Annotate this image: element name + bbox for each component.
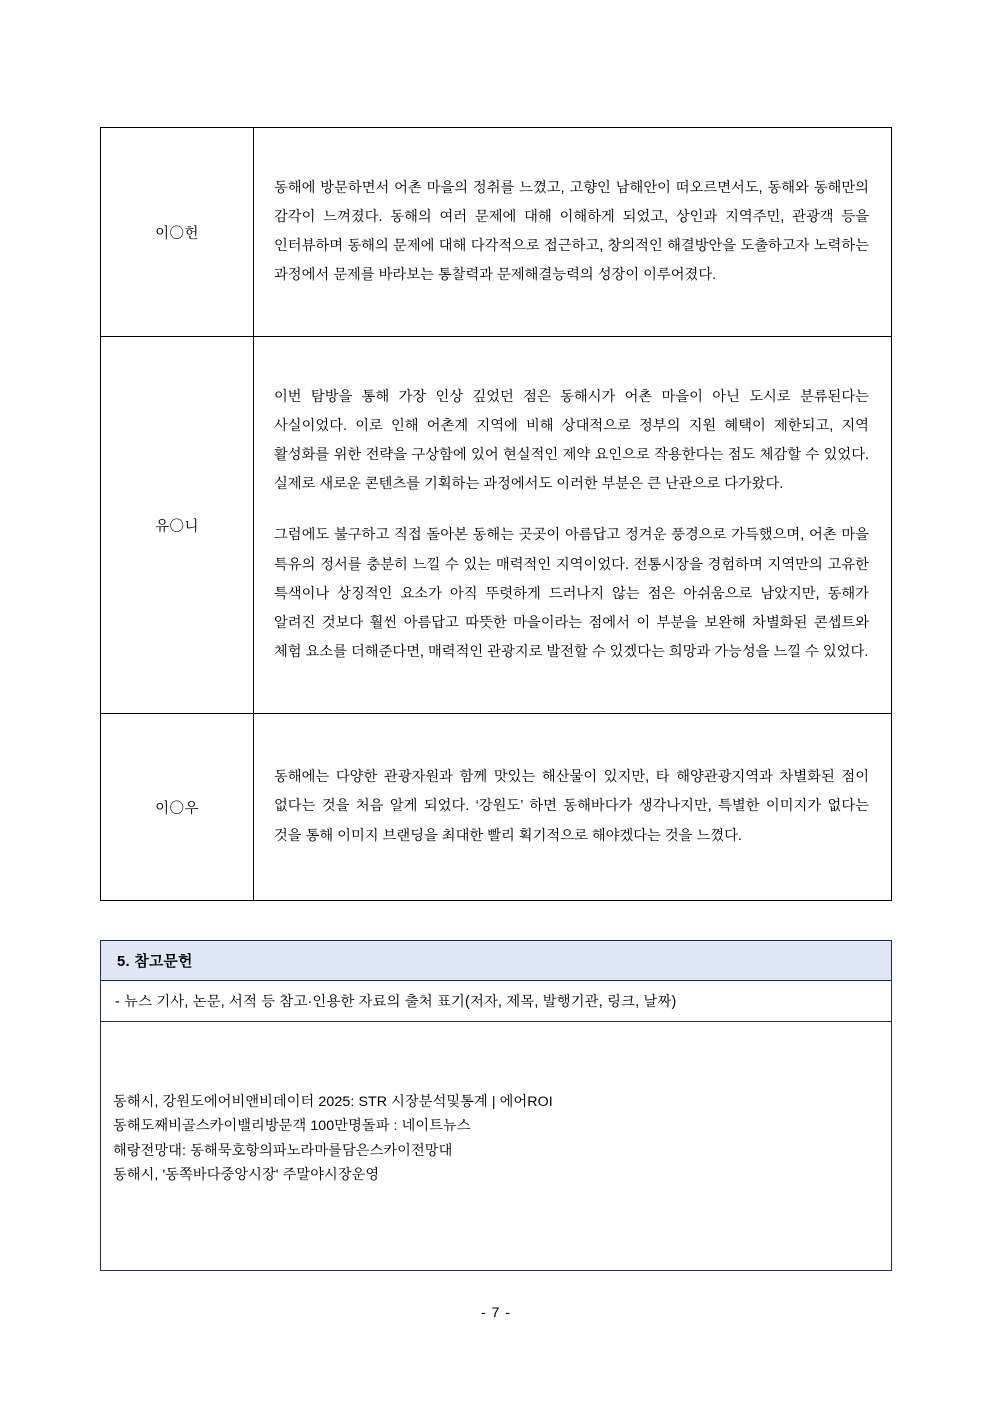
references-list	[101, 1022, 891, 1270]
references-section	[100, 940, 892, 1271]
reference-entry: 동해시, 강원도에어비앤비데이터 2025: STR 시장분석및통계 | 에어ROI	[113, 1094, 553, 1110]
reflection-paragraph: 그럼에도 불구하고 직접 돌아본 동해는 곳곳이 아름답고 정겨운 풍경으로 가득했으며, 어촌 마을 특유의 정서를 충분히 느낄 수 있는 매력적인 지역이었다. 전통시장을 경험하며 지역만의 고유한 특색이나 상징적인 요소가 아직 뚜렷하게 드러나지 않는 점은 아쉬움으로 남았지만, 동해가 알려진 것보다 훨씬 아름답고 따뜻한 마을이라는 점에서 이 부분을 보완해 차별화된 콘셉트와 체험 요소를 더해준다면, 매력적인 관광지로 발전할 수 있겠다는 희망과 가능성을 느낄 수 있었다.	[274, 527, 869, 660]
participant-name: 이〇헌	[101, 128, 254, 337]
participant-name: 이〇우	[101, 714, 254, 901]
reflection-text-cell	[254, 714, 892, 901]
reflection-text-cell	[254, 337, 892, 714]
section-heading: 5. 참고문헌	[101, 941, 891, 981]
reflection-paragraph: 동해에 방문하면서 어촌 마을의 정취를 느꼈고, 고향인 남해안이 떠오르면서도, 동해와 동해만의 감각이 느껴졌다. 동해의 여러 문제에 대해 이해하게 되었고, 상인과 지역주민, 관광객 등을 인터뷰하며 동해의 문제에 대해 다각적으로 접근하고, 창의적인 해결방안을 도출하고자 노력하는 과정에서 문제를 바라보는 통찰력과 문제해결능력의 성장이 이루어졌다.	[274, 179, 869, 284]
reflection-paragraph: 이번 탐방을 통해 가장 인상 깊었던 점은 동해시가 어촌 마을이 아닌 도시로 분류된다는 사실이었다. 이로 인해 어촌계 지역에 비해 상대적으로 정부의 지원 혜택이 제한되고, 지역 활성화를 위한 전략을 구상함에 있어 현실적인 제약 요인으로 작용한다는 점도 체감할 수 있었다. 실제로 새로운 콘텐츠를 기획하는 과정에서도 이러한 부분은 큰 난관으로 다가왔다.	[274, 389, 869, 493]
table-body	[101, 128, 892, 901]
table-row	[101, 714, 892, 901]
table-row	[101, 337, 892, 714]
reflection-paragraph: 동해에는 다양한 관광자원과 함께 맛있는 해산물이 있지만, 타 해양관광지역과 차별화된 점이 없다는 것을 처음 알게 되었다. ‘강원도’ 하면 동해바다가 생각나지만, 특별한 이미지가 없다는 것을 통해 이미지 브랜딩을 최대한 빨리 획기적으로 해야겠다는 것을 느꼈다.	[274, 769, 869, 844]
reference-entry: 동해시, '동쪽바다중앙시장' 주말야시장운영	[113, 1167, 380, 1184]
reference-entry: 해랑전망대: 동해묵호항의파노라마를담은스카이전망대	[113, 1142, 453, 1159]
reflection-table	[100, 127, 892, 901]
participant-name: 유〇니	[101, 337, 254, 714]
section-instruction: - 뉴스 기사, 논문, 서적 등 참고·인용한 자료의 출처 표기(저자, 제목, 발행기관, 링크, 날짜)	[101, 981, 891, 1022]
reflection-text-cell	[254, 128, 892, 337]
table-row	[101, 128, 892, 337]
reference-entry: 동해도째비골스카이밸리방문객 100만명돌파 : 네이트뉴스	[113, 1118, 471, 1135]
page-number: - 7 -	[480, 1305, 512, 1321]
